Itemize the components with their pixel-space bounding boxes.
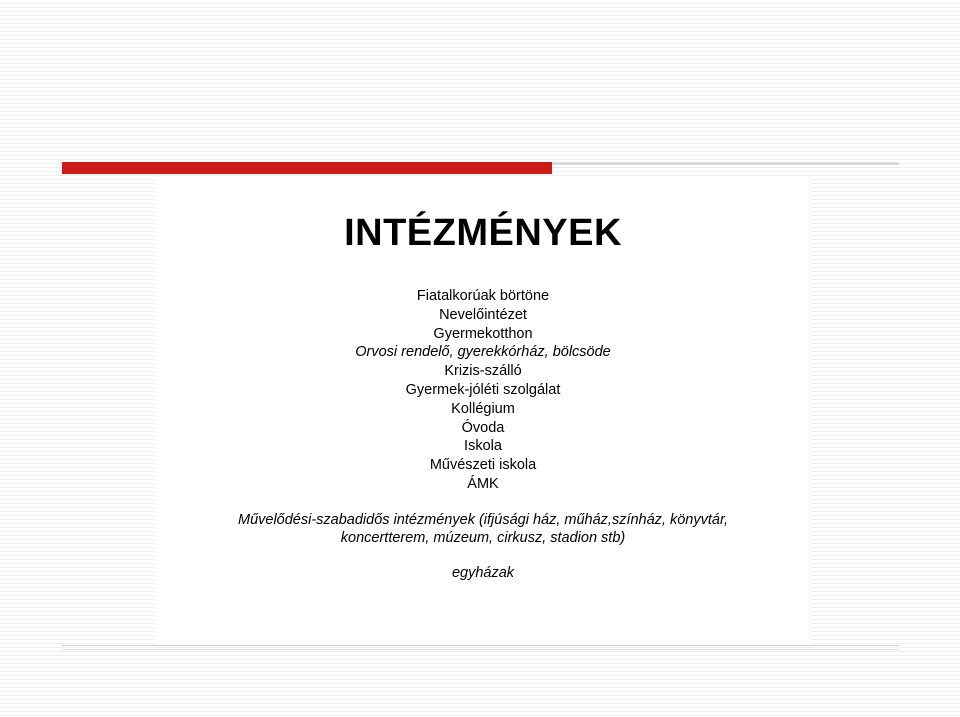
list-item: Művészeti iskola: [429, 457, 537, 474]
leisure-note-line-1: Művelődési-szabadidős intézmények (ifjúsági ház, műház,színház, könyvtár,: [237, 512, 729, 528]
list-item: Orvosi rendelő, gyerekkórház, bölcsöde: [355, 344, 611, 361]
institution-list: [155, 287, 811, 494]
slide-title: INTÉZMÉNYEK: [344, 212, 622, 254]
list-item: Óvoda: [461, 419, 505, 436]
list-item: Nevelőintézet: [439, 306, 527, 323]
accent-bar-red: [62, 162, 552, 174]
list-item: Kollégium: [451, 400, 515, 417]
list-item: Iskola: [464, 438, 502, 455]
list-item: Gyermek-jóléti szolgálat: [405, 381, 561, 398]
accent-bar-gray-thin: [552, 167, 899, 168]
leisure-institutions-note: [155, 511, 811, 547]
leisure-note-line-2: koncertterem, múzeum, cirkusz, stadion stb): [340, 530, 626, 546]
church-note: egyházak: [451, 565, 515, 581]
footer-divider-secondary: [62, 649, 899, 650]
accent-bar-gray: [552, 162, 899, 165]
footer-divider: [62, 645, 899, 646]
list-item: Gyermekotthon: [433, 325, 533, 342]
list-item: Fiatalkorúak börtöne: [416, 288, 550, 304]
list-item: ÁMK: [467, 475, 499, 492]
list-item: Krizis-szálló: [444, 363, 522, 380]
